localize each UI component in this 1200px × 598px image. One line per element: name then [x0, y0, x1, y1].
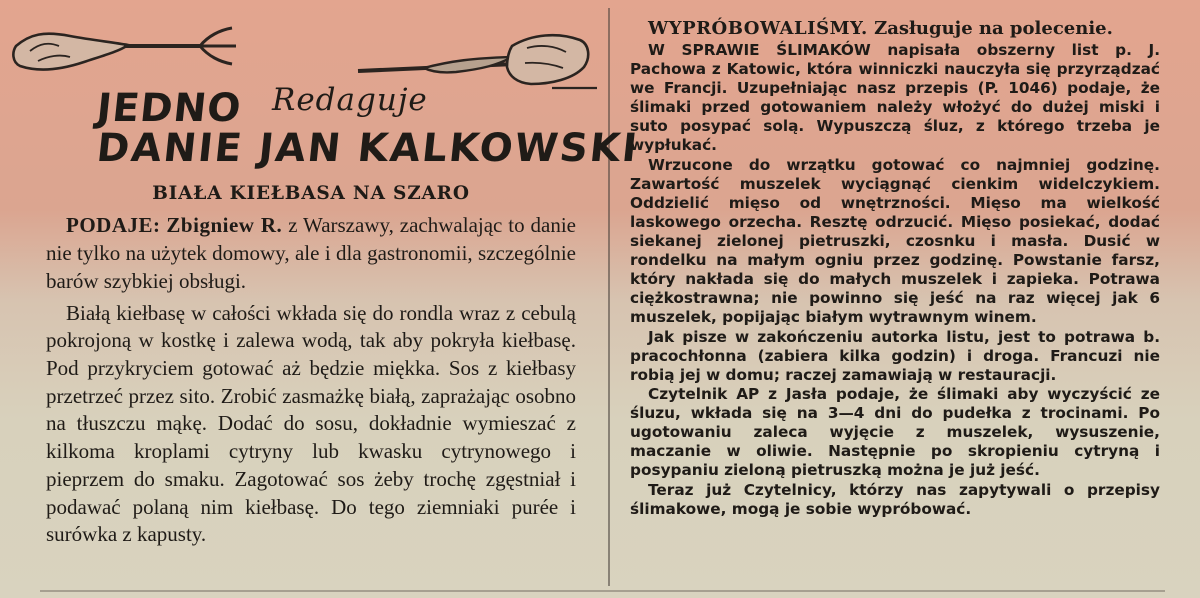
bottom-rule [40, 590, 1165, 592]
left-paragraph-1 [46, 212, 576, 295]
right-paragraph-4 [630, 385, 1160, 480]
right-hand-icon [507, 35, 588, 84]
right-headline: WYPRÓBOWALIŚMY. [648, 18, 868, 39]
left-paragraph-2: Białą kiełbasę w całości wkłada się do rondla wraz z cebulą pokrojoną w kostkę i zalewa wodą, tak aby pokryła kiełbasę. Pod przykryciem gotować aż będzie miękka. Sos z kiełbasy przetrzeć przez sito. Zrobić zasmażkę białą, zaprażając osobno na tłuszczu mąkę. Dodać do sosu, dokładnie wymieszać z kilkoma kroplami cytryny lub kwasku cytrynowego i pieprzem do smaku. Zagotować sos żeby trochę zgęstniał i podawać polaną nim kiełbasę. Do tego ziemniaki purée i surówka z kapusty. [46, 300, 576, 547]
left-paragraph-1-author: Zbigniew R. [166, 213, 283, 238]
right-paragraph-1-lead: W SPRAWIE ŚLIMAKÓW [648, 41, 871, 60]
right-paragraph-5: Teraz już Czytelnicy, którzy nas zapytywali o przepisy ślimakowe, mogą je sobie wypróbować. [630, 481, 1160, 519]
right-paragraph-1 [630, 41, 1160, 155]
left-paragraph-1-rest: z Warszawy, zachwalając to danie nie tylko na użytek domowy, ale i dla gastronomii, szczególnie barów szybkiej obsługi. [46, 213, 577, 293]
editor-label: Redaguje [272, 82, 428, 118]
right-paragraph-4-rest: podaje, że ślimaki aby wyczyścić ze śluzu, wkłada się na 3—4 dni do pudełka z trocinami. Po ugotowaniu zaleca wyjęcie z muszelek, wysuszenie, maczanie w oliwie. Następnie po skropieniu cytryną i posypaniu zieloną pietruszką można je już jeść. [630, 385, 1160, 480]
right-headline-tail: Zasługuje na polecenie. [867, 18, 1113, 39]
column-header [12, 18, 641, 178]
fork-tine-icon [200, 46, 232, 64]
fork-tine-icon [200, 28, 232, 46]
right-paragraph-3: Jak pisze w zakończeniu autorka listu, jest to potrawa b. pracochłonna (zabiera kilka godzin) i droga. Francuzi nie robią jej w domu; raczej zamawiają w restauracji. [630, 327, 1160, 384]
header-title-line-2: DANIE JAN KALKOWSKI [94, 126, 641, 171]
right-paragraph-4-lead: Czytelnik AP z Jasła [648, 385, 828, 404]
left-article [46, 182, 576, 549]
header-title-line-1: JEDNO [94, 86, 244, 131]
right-paragraph-1-rest: napisała obszerny list p. J. Pachowa z Katowic, która winniczki nauczyła się przyrządzać we Francji. Uzupełniając nasz przepis (P. 1046) podaje, że ślimaki przed gotowaniem należy włożyć do dużej miski i suto posypać solą. Wypuszczą śluz, z którego trzeba je wypłukać. [630, 41, 1160, 155]
right-article [630, 18, 1160, 519]
left-paragraph-1-lead: PODAJE: [66, 213, 161, 238]
right-headline-paragraph [630, 18, 1160, 40]
right-paragraph-2: Wrzucone do wrzątku gotować co najmniej godzinę. Zawartość muszelek wyciągnąć cienkim widelczykiem. Oddzielić mięso od wnętrzności. Mięso ma wielkość laskowego orzecha. Resztę odrzucić. Mięso posiekać, dodać siekanej zielonej pietruszki, czosnku i masła. Dusić w rondelku na małym ogniu przez godzinę. Powstanie farsz, który nakłada się do małych muszelek i zapieka. Potrawa ciężkostrawna; nie powinno się jeść na raz więcej jak 6 muszelek, popijając białym wytrawnym winem. [630, 156, 1160, 326]
column-divider [608, 8, 610, 586]
left-article-title: BIAŁA KIEŁBASA NA SZARO [152, 183, 470, 204]
